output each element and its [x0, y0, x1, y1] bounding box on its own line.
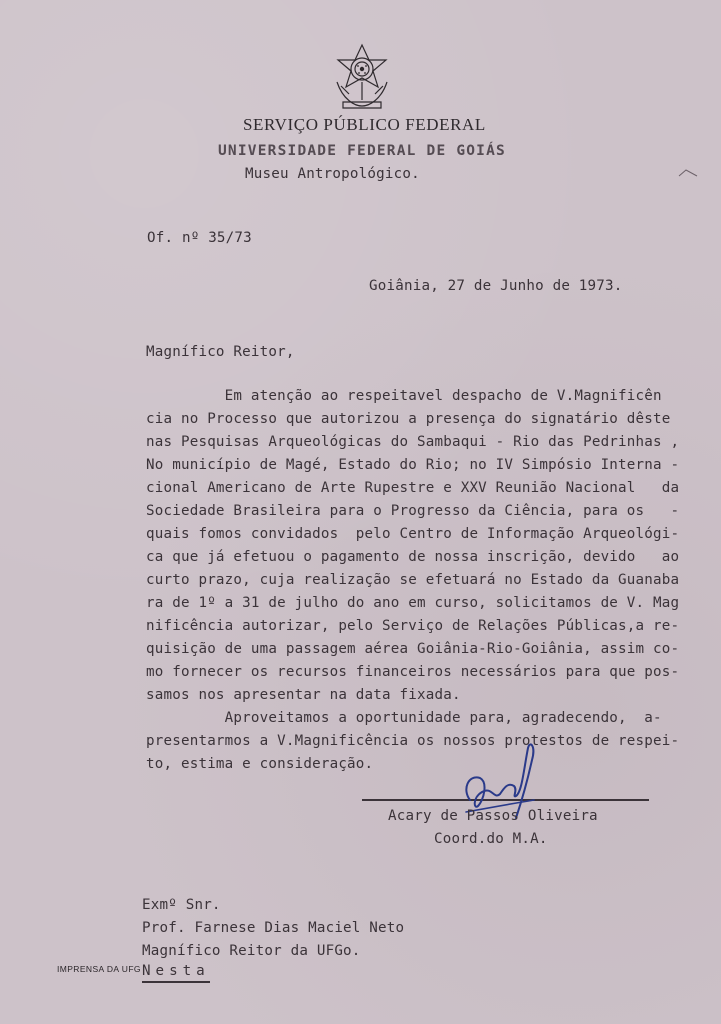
body-line: ra de 1º a 31 de julho do ano em curso, solicitamos de V. Mag — [146, 595, 680, 611]
body-line: Sociedade Brasileira para o Progresso da Ciência, para os - — [146, 503, 680, 519]
place-date: Goiânia, 27 de Junho de 1973. — [369, 278, 623, 294]
header-university: UNIVERSIDADE FEDERAL DE GOIÁS — [218, 143, 506, 159]
header-museum: Museu Antropológico. — [245, 166, 420, 182]
addressee-line-1: Exmº Snr. — [142, 897, 221, 913]
signatory-name: Acary de Passos Oliveira — [388, 808, 598, 824]
imprint-footer: IMPRENSA DA UFG — [57, 964, 141, 974]
margin-mark-icon — [678, 168, 698, 178]
body-line: nificência autorizar, pelo Serviço de Relações Públicas,a re- — [146, 618, 680, 634]
body-line: samos nos apresentar na data fixada. — [146, 687, 461, 703]
body-line: Aproveitamos a oportunidade para, agradecendo, a- — [146, 710, 662, 726]
body-line: quisição de uma passagem aérea Goiânia-Rio-Goiânia, assim co- — [146, 641, 680, 657]
body-line: curto prazo, cuja realização se efetuará no Estado da Guanaba — [146, 572, 680, 588]
addressee-line-2: Prof. Farnese Dias Maciel Neto — [142, 920, 405, 936]
body-line: cia no Processo que autorizou a presença do signatário dêste — [146, 411, 671, 427]
salutation: Magnífico Reitor, — [146, 344, 295, 360]
signatory-title: Coord.do M.A. — [434, 831, 548, 847]
body-line: Em atenção ao respeitavel despacho de V.Magnificên — [146, 388, 662, 404]
body-line: cional Americano de Arte Rupestre e XXV Reunião Nacional da — [146, 480, 680, 496]
header-service-title: SERVIÇO PÚBLICO FEDERAL — [243, 115, 486, 134]
body-line: nas Pesquisas Arqueológicas do Sambaqui - Rio das Pedrinhas , — [146, 434, 680, 450]
reference-number: Of. nº 35/73 — [147, 230, 252, 246]
body-line: mo fornecer os recursos financeiros necessários para que pos- — [146, 664, 680, 680]
body-line: quais fomos convidados pelo Centro de Informação Arqueológi- — [146, 526, 680, 542]
coat-of-arms-seal-icon — [329, 42, 395, 114]
addressee-nesta: Nesta — [142, 963, 210, 983]
body-line: to, estima e consideração. — [146, 756, 374, 772]
body-line: No município de Magé, Estado do Rio; no IV Simpósio Interna - — [146, 457, 680, 473]
addressee-line-3: Magnífico Reitor da UFGo. — [142, 943, 361, 959]
body-line: ca que já efetuou o pagamento de nossa inscrição, devido ao — [146, 549, 680, 565]
body-line: presentarmos a V.Magnificência os nossos protestos de respei- — [146, 733, 680, 749]
